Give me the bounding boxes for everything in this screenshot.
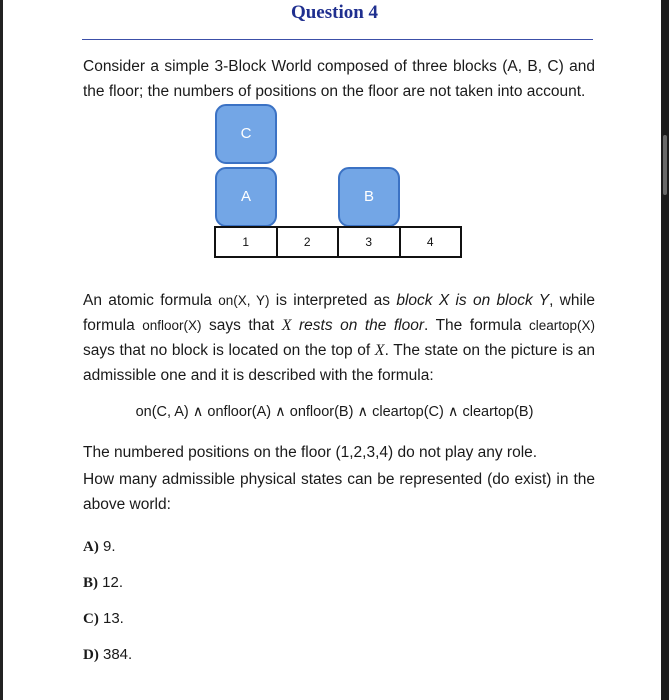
title-divider xyxy=(82,39,593,40)
onfloor-formula: onfloor(X) xyxy=(142,318,202,333)
cleartop-formula: cleartop(X) xyxy=(528,318,596,333)
desc-text: says that xyxy=(201,317,282,334)
on-formula: on(X, Y) xyxy=(218,293,270,308)
floor-position: 1 xyxy=(216,228,278,256)
var-x: X xyxy=(374,342,385,359)
state-formula: on(C, A) ∧ onfloor(A) ∧ onfloor(B) ∧ cleartop(C) ∧ cleartop(B) xyxy=(135,404,534,420)
option-text: 12. xyxy=(102,574,124,591)
floor-position: 4 xyxy=(426,235,434,249)
option-text: 9. xyxy=(103,538,116,555)
floor xyxy=(214,226,462,258)
option-text: 384. xyxy=(103,646,133,663)
desc-text: says that no block is located on the top of xyxy=(83,342,375,359)
option-letter: A) xyxy=(83,539,99,555)
desc-text: An atomic formula xyxy=(83,292,219,309)
question-paragraph: How many admissible physical states can be represented (do exist) in the above world: xyxy=(83,471,595,513)
block-a: A xyxy=(215,167,277,227)
intro-paragraph: Consider a simple 3-Block World composed of three blocks (A, B, C) and the floor; the numbers of positions on the floor are not taken into account. xyxy=(83,58,595,100)
option-a[interactable] xyxy=(83,538,116,556)
block-b: B xyxy=(338,167,400,227)
option-letter: B) xyxy=(83,575,98,591)
floor-position: 2 xyxy=(278,228,340,256)
desc-text: . The state on the picture is an admissible one and it is described with the formula: xyxy=(83,342,596,384)
on-meaning: block X is on block Y xyxy=(396,292,550,309)
option-d[interactable] xyxy=(83,646,132,664)
option-b[interactable] xyxy=(83,574,123,592)
option-text: 13. xyxy=(103,610,124,627)
block-c: C xyxy=(215,104,277,164)
scrollbar[interactable] xyxy=(661,0,669,700)
scrollbar-thumb[interactable] xyxy=(663,135,667,195)
onfloor-meaning: rests on the floor xyxy=(299,317,425,334)
desc-text: , while formula xyxy=(83,292,596,334)
desc-text: is interpreted as xyxy=(269,292,397,309)
note-paragraph: The numbered positions on the floor (1,2,3,4) do not play any role. xyxy=(83,444,538,461)
question-title: Question 4 xyxy=(290,2,379,23)
var-x: X xyxy=(281,317,292,334)
page-edge-left xyxy=(0,0,3,700)
desc-text: . The formula xyxy=(424,317,529,334)
description-paragraph xyxy=(83,288,595,388)
floor-position: 3 xyxy=(339,228,401,256)
option-letter: C) xyxy=(83,611,99,627)
option-c[interactable] xyxy=(83,610,124,628)
option-letter: D) xyxy=(83,647,99,663)
